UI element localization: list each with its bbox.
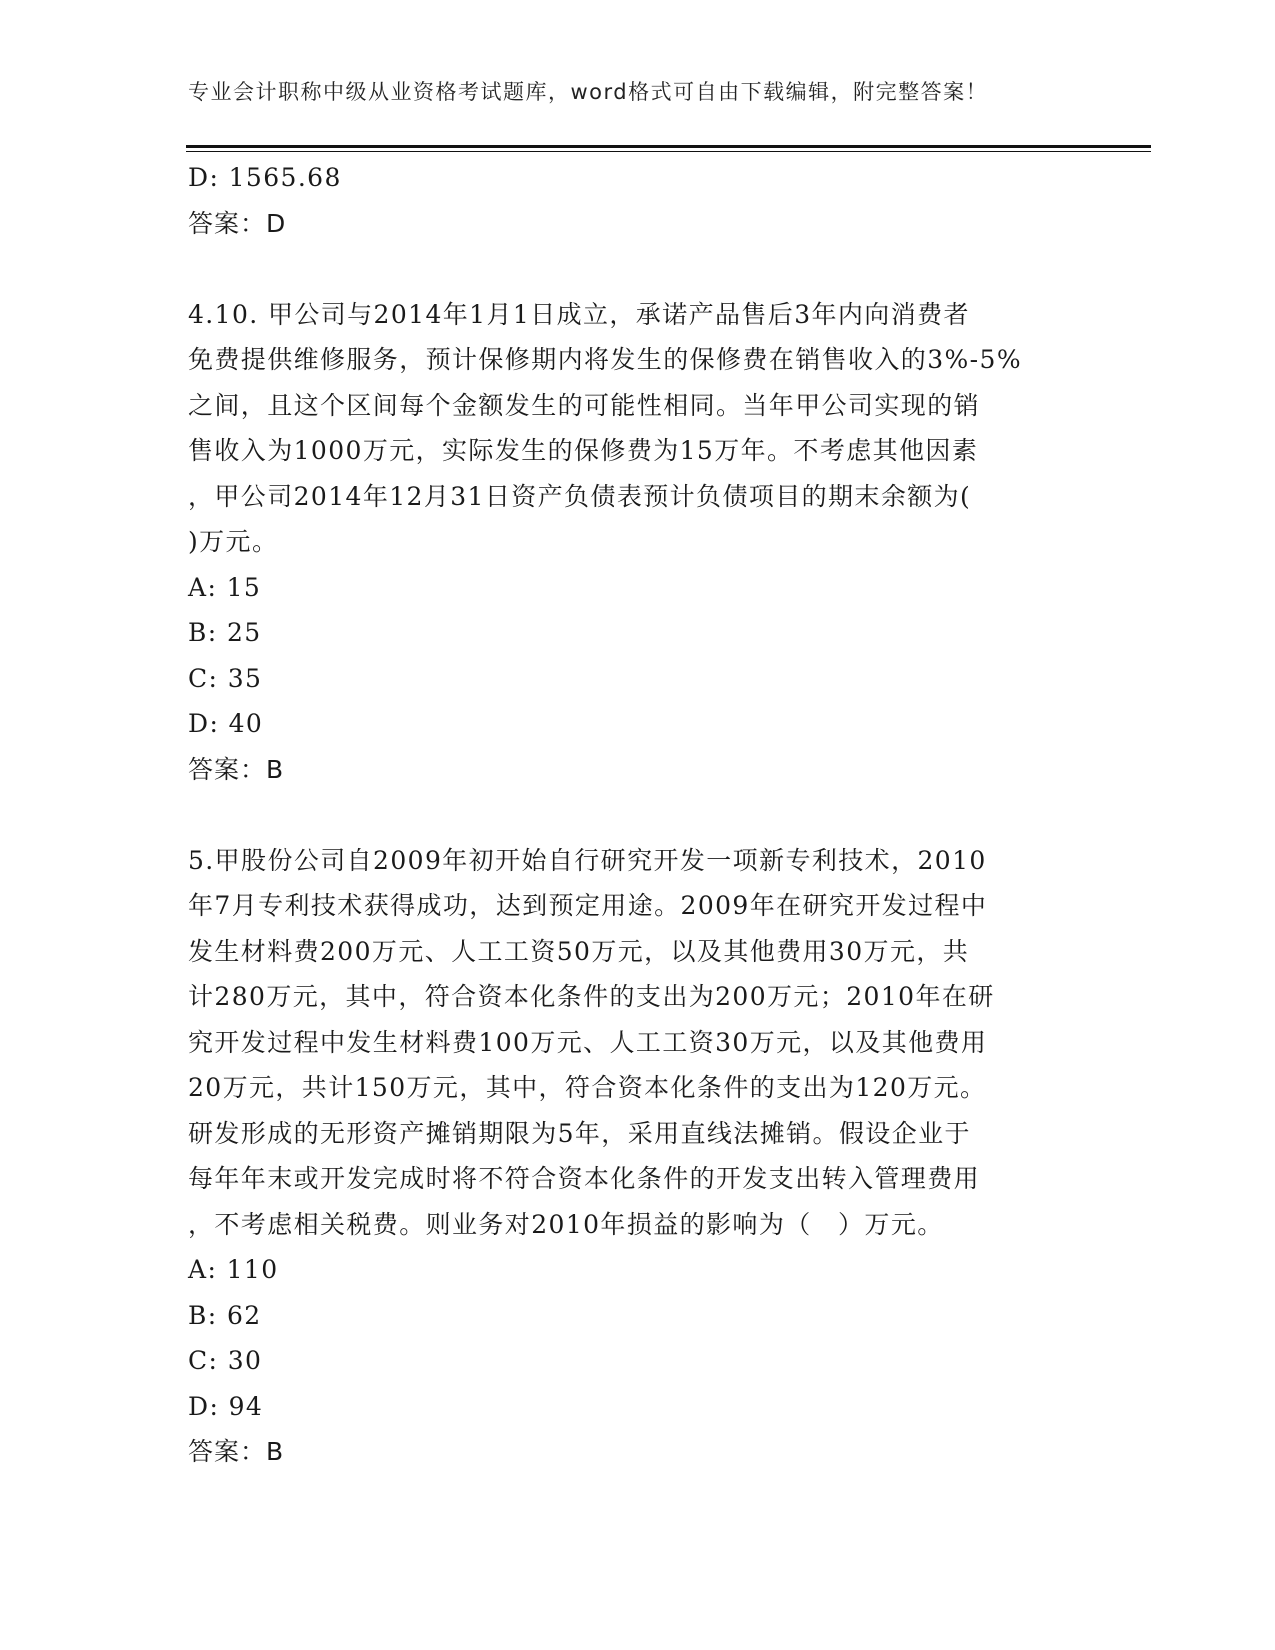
question-5-line: 5.甲股份公司自2009年初开始自行研究开发一项新专利技术，2010 xyxy=(188,845,987,875)
question-5-option-d: D: 94 xyxy=(188,1391,264,1421)
question-4-option-a: A: 15 xyxy=(188,572,262,602)
question-5-answer: 答案：B xyxy=(188,1437,285,1466)
question-4-option-c: C: 35 xyxy=(188,663,263,693)
question-5-line: 20万元，共计150万元，其中，符合资本化条件的支出为120万元。 xyxy=(188,1073,987,1102)
question-5-line: 研发形成的无形资产摊销期限为5年，采用直线法摊销。假设企业于 xyxy=(188,1118,971,1148)
question-4-line: ，甲公司2014年12月31日资产负债表预计负债项目的期末余额为( xyxy=(188,481,972,511)
question-5-line: 每年年末或开发完成时将不符合资本化条件的开发支出转入管理费用 xyxy=(188,1164,981,1193)
document-body xyxy=(188,155,1088,1475)
question-5-line: 计280万元，其中，符合资本化条件的支出为200万元；2010年在研 xyxy=(188,982,995,1011)
prev-answer: 答案：D xyxy=(188,208,287,238)
question-5 xyxy=(188,838,1088,1475)
question-5-option-b: B: 62 xyxy=(188,1300,262,1330)
question-5-line: ，不考虑相关税费。则业务对2010年损益的影响为（ ）万元。 xyxy=(188,1209,944,1239)
question-5-option-c: C: 30 xyxy=(188,1346,263,1375)
header-rule-thick xyxy=(186,145,1151,148)
question-4-line: 售收入为1000万元，实际发生的保修费为15万年。不考虑其他因素 xyxy=(188,436,979,465)
page-header: 专业会计职称中级从业资格考试题库，word格式可自由下载编辑，附完整答案！ xyxy=(188,80,989,104)
question-4-answer: 答案：B xyxy=(188,754,285,784)
question-4-line: 4.10. 甲公司与2014年1月1日成立，承诺产品售后3年内向消费者 xyxy=(188,299,970,329)
question-4-line: 之间，且这个区间每个金额发生的可能性相同。当年甲公司实现的销 xyxy=(188,390,981,420)
question-4-option-d: D: 40 xyxy=(188,709,264,738)
question-5-line: 发生材料费200万元、人工工资50万元，以及其他费用30万元，共 xyxy=(188,936,970,966)
question-4-option-b: B: 25 xyxy=(188,618,262,647)
question-4 xyxy=(188,292,1088,793)
spacer xyxy=(188,792,1088,838)
prev-option-d: D: 1565.68 xyxy=(188,163,342,192)
question-5-line: 究开发过程中发生材料费100万元、人工工资30万元，以及其他费用 xyxy=(188,1027,988,1057)
question-4-line: )万元。 xyxy=(188,527,279,556)
spacer xyxy=(188,246,1088,292)
question-5-line: 年7月专利技术获得成功，达到预定用途。2009年在研究开发过程中 xyxy=(188,891,988,920)
header-rule-thin xyxy=(186,151,1151,152)
question-5-option-a: A: 110 xyxy=(188,1255,279,1284)
question-4-line: 免费提供维修服务，预计保修期内将发生的保修费在销售收入的3%-5% xyxy=(188,345,1022,374)
